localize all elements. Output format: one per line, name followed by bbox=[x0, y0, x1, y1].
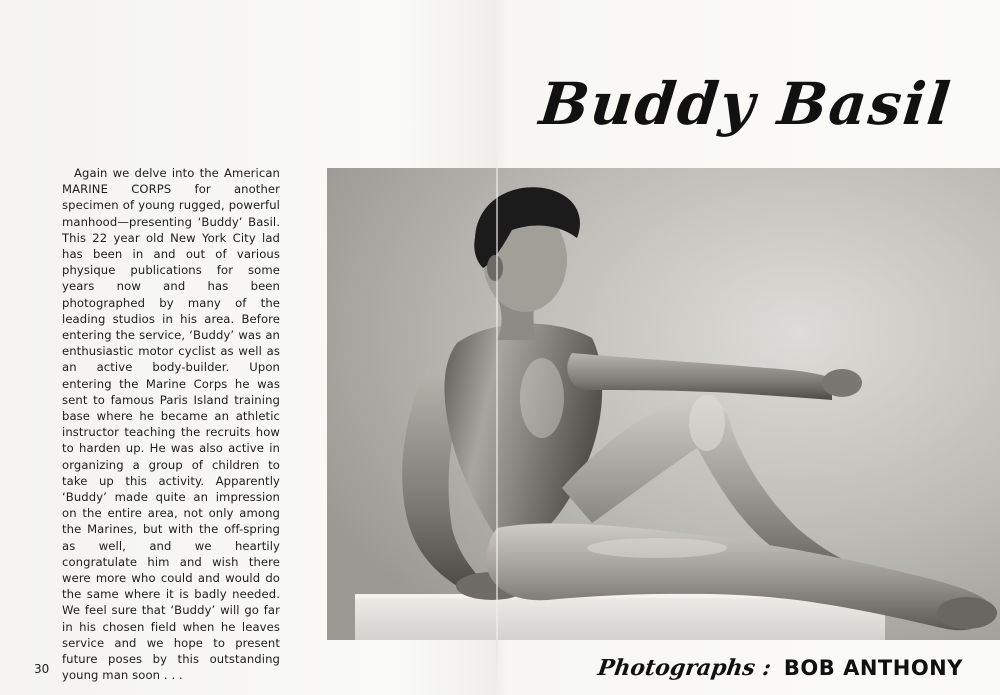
chest-highlight bbox=[520, 358, 564, 438]
photographer-name: BOB ANTHONY bbox=[783, 656, 963, 680]
photo-credit bbox=[598, 655, 963, 681]
article-title: Buddy Basil bbox=[536, 70, 956, 138]
photo-illustration bbox=[327, 168, 1000, 640]
thigh-highlight bbox=[587, 538, 727, 558]
page-number: 30 bbox=[34, 662, 50, 676]
model-photograph bbox=[327, 168, 1000, 640]
ear bbox=[487, 255, 503, 281]
pedestal bbox=[355, 596, 885, 640]
photo-credit-label: Photographs : bbox=[596, 655, 773, 681]
foot bbox=[937, 597, 997, 629]
article-body-text: Again we delve into the American MARINE CORPS for another specimen of young rugged, powerful manhood—presenting ‘Buddy’ Basil. This 22 year old New York City lad has been in and out of various physique publications for some years now and has been photographed by many of the leading studios in his area. Before entering the service, ‘Buddy’ was an enthusiastic motor cyclist as well as an active body-builder. Upon entering the Marine Corps he was sent to famous Paris Island training base where he became an athletic instructor teaching the recruits how to harden up. He was also active in organizing a group of children to take up this activity. Apparently ‘Buddy’ made quite an impression on the entire area, not only among the Marines, but with the off-spring as well, and we heartily congratulate him and wish there were more who could and would do the same where it is badly needed. We feel sure that ‘Buddy’ will go far in his chosen field when he leaves service and we hope to present future poses by this outstanding young man soon . . . bbox=[62, 166, 280, 683]
knee-highlight bbox=[689, 395, 725, 451]
extended-hand bbox=[822, 369, 862, 397]
fold-crease bbox=[496, 168, 498, 640]
